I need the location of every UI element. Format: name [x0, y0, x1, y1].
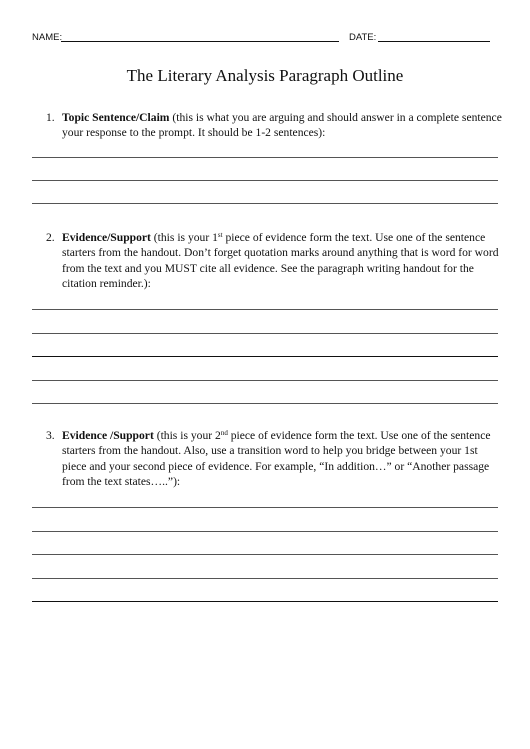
item-instructions-cont: piece of evidence form the text. Use one of the sentence starters from the handout. Don’t forget quotation marks around anything that is word for word from the text and you MUST cite all evidence. See the paragraph writing handout for the citation reminder.):	[62, 231, 499, 291]
item-body	[62, 428, 502, 490]
name-label: NAME:	[32, 32, 63, 43]
answer-line[interactable]	[32, 403, 498, 404]
item-topic-sentence	[32, 110, 502, 141]
item-instructions: (this is what you are arguing and should answer in a complete sentence your response to the prompt. It should be 1-2 sentences):	[62, 111, 502, 140]
answer-line[interactable]	[32, 203, 498, 204]
answer-line[interactable]	[32, 180, 498, 181]
item-instructions: (this is your 2	[153, 429, 221, 442]
item-heading: Evidence /Support	[62, 429, 154, 442]
answer-line[interactable]	[32, 380, 498, 381]
ordinal-suffix: st	[217, 231, 223, 239]
item-number: 1.	[46, 111, 55, 124]
page-title: The Literary Analysis Paragraph Outline	[126, 66, 404, 85]
answer-line[interactable]	[32, 578, 498, 579]
item-body	[62, 230, 502, 292]
answer-line[interactable]	[32, 531, 498, 532]
item-body	[62, 110, 502, 141]
answer-line[interactable]	[32, 554, 498, 555]
item-instructions: (this is your 1	[150, 231, 218, 244]
answer-line[interactable]	[32, 356, 498, 357]
name-line[interactable]	[61, 41, 339, 42]
header	[32, 30, 502, 46]
answer-line[interactable]	[32, 507, 498, 508]
item-instructions-cont: piece of evidence form the text. Use one of the sentence starters from the handout. Also, use a transition word to help you bridge between your 1st piece and your second piece of evidence. For example, “In addition…” or “Another passage from the text states…..”):	[62, 429, 491, 489]
answer-line[interactable]	[32, 157, 498, 158]
answer-line[interactable]	[32, 601, 498, 602]
answer-line[interactable]	[32, 333, 498, 334]
date-label: DATE:	[349, 32, 377, 43]
item-heading: Evidence/Support	[62, 231, 151, 244]
item-number: 2.	[46, 231, 55, 244]
date-line[interactable]	[378, 41, 490, 42]
answer-line[interactable]	[32, 309, 498, 310]
item-number: 3.	[46, 429, 55, 442]
ordinal-suffix: nd	[220, 429, 228, 437]
item-evidence-2	[32, 428, 502, 490]
item-heading: Topic Sentence/Claim	[62, 111, 170, 124]
item-evidence-1	[32, 230, 502, 292]
